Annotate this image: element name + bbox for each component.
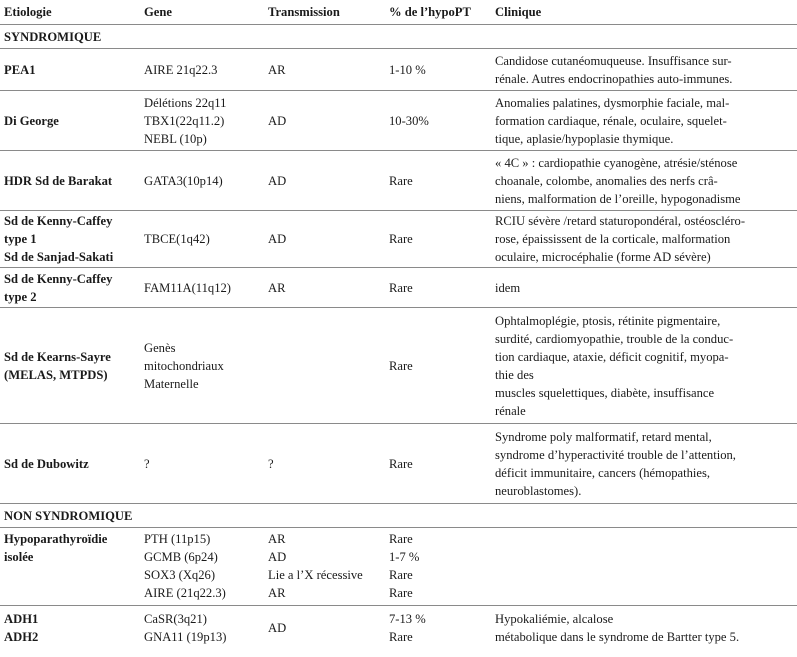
cell-clinique: Ophtalmoplégie, ptosis, rétinite pigmentaire, surdité, cardiomyopathie, trouble de la conduc- tion cardiaque, ataxie, déficit cognitif, myopa- thie des muscles squelettiques, diabète, insuffisance rénale	[495, 313, 734, 418]
table-row	[0, 49, 797, 91]
header-pct-hypopt: % de l’hypoPT	[389, 5, 471, 19]
cell-gene: Délétions 22q11 TBX1(22q11.2) NEBL (10p)	[144, 95, 227, 146]
section-syndromique: SYNDROMIQUE	[0, 25, 797, 49]
cell-pct: Rare	[389, 280, 413, 295]
cell-clinique: Hypokaliémie, alcalose métabolique dans le syndrome de Bartter type 5.	[495, 612, 740, 644]
cell-pct: Rare	[389, 173, 413, 188]
cell-pct: Rare	[389, 456, 413, 471]
table-row	[0, 151, 797, 211]
table-row	[0, 308, 797, 424]
cell-gene: AIRE 21q22.3	[144, 62, 218, 77]
section-non-syndromique: NON SYNDROMIQUE	[0, 504, 797, 528]
cell-etiologie: Hypoparathyroïdie isolée	[4, 532, 108, 564]
cell-gene: Genès mitochondriaux Maternelle	[144, 340, 224, 391]
table-row	[0, 528, 797, 606]
cell-gene: ?	[144, 456, 150, 471]
cell-transmission: AR AD Lie a l’X récessive AR	[268, 532, 363, 600]
cell-etiologie: Di George	[4, 113, 59, 128]
cell-transmission: AR	[268, 280, 286, 295]
cell-etiologie: HDR Sd de Barakat	[4, 173, 113, 188]
cell-pct: Rare 1-7 % Rare Rare	[389, 532, 420, 600]
cell-transmission: ?	[268, 456, 274, 471]
cell-transmission: AD	[268, 173, 287, 188]
cell-etiologie: PEA1	[4, 62, 36, 77]
cell-pct: 7-13 % Rare	[389, 612, 426, 644]
cell-clinique: RCIU sévère /retard staturopondéral, ostéoscléro- rose, épaississent de la corticale, malformation oculaire, microcéphalie (forme AD sévère)	[495, 214, 746, 264]
cell-gene: TBCE(1q42)	[144, 232, 210, 246]
cell-transmission: AR	[268, 62, 286, 77]
table-header-row	[0, 0, 797, 25]
table-row	[0, 606, 797, 650]
cell-etiologie: Sd de Dubowitz	[4, 456, 89, 471]
cell-clinique: Syndrome poly malformatif, retard mental, syndrome d’hyperactivité trouble de l’attention, déficit immunitaire, cancers (hémopathies, neuroblastomes).	[495, 429, 736, 498]
cell-pct: 10-30%	[389, 113, 429, 128]
cell-pct: 1-10 %	[389, 62, 426, 77]
cell-gene: GATA3(10p14)	[144, 173, 223, 188]
table-row	[0, 211, 797, 268]
cell-pct: Rare	[389, 358, 413, 373]
cell-etiologie: Sd de Kearns-Sayre (MELAS, MTPDS)	[4, 349, 111, 382]
header-gene: Gene	[144, 5, 172, 19]
cell-pct: Rare	[389, 232, 413, 246]
table-row	[0, 268, 797, 308]
table-row	[0, 424, 797, 504]
cell-etiologie: Sd de Kenny-Caffey type 1 Sd de Sanjad-Sakati	[4, 214, 114, 264]
cell-gene: FAM11A(11q12)	[144, 280, 231, 295]
cell-clinique: idem	[495, 280, 521, 295]
cell-gene: CaSR(3q21) GNA11 (19p13)	[144, 612, 227, 644]
cell-transmission: AD	[268, 621, 287, 635]
cell-transmission: AD	[268, 113, 287, 128]
cell-clinique: Anomalies palatines, dysmorphie faciale, mal- formation cardiaque, rénale, oculaire, squelet- tique, aplasie/hypoplasie thymique.	[495, 95, 730, 146]
cell-clinique: « 4C » : cardiopathie cyanogène, atrésie/sténose choanale, colombe, anomalies des nerfs crâ- niens, malformation de l’oreille, hypogonadisme	[495, 155, 741, 206]
cell-etiologie: ADH1 ADH2	[4, 612, 39, 644]
header-etiologie: Etiologie	[4, 5, 52, 19]
cell-clinique: Candidose cutanéomuqueuse. Insuffisance sur- rénale. Autres endocrinopathies auto-immunes.	[495, 53, 733, 86]
cell-gene: PTH (11p15) GCMB (6p24) SOX3 (Xq26) AIRE (21q22.3)	[144, 532, 226, 600]
header-transmission: Transmission	[268, 5, 340, 19]
cell-transmission: AD	[268, 232, 287, 246]
cell-etiologie: Sd de Kenny-Caffey type 2	[4, 271, 113, 304]
header-clinique: Clinique	[495, 5, 542, 19]
table-row	[0, 91, 797, 151]
